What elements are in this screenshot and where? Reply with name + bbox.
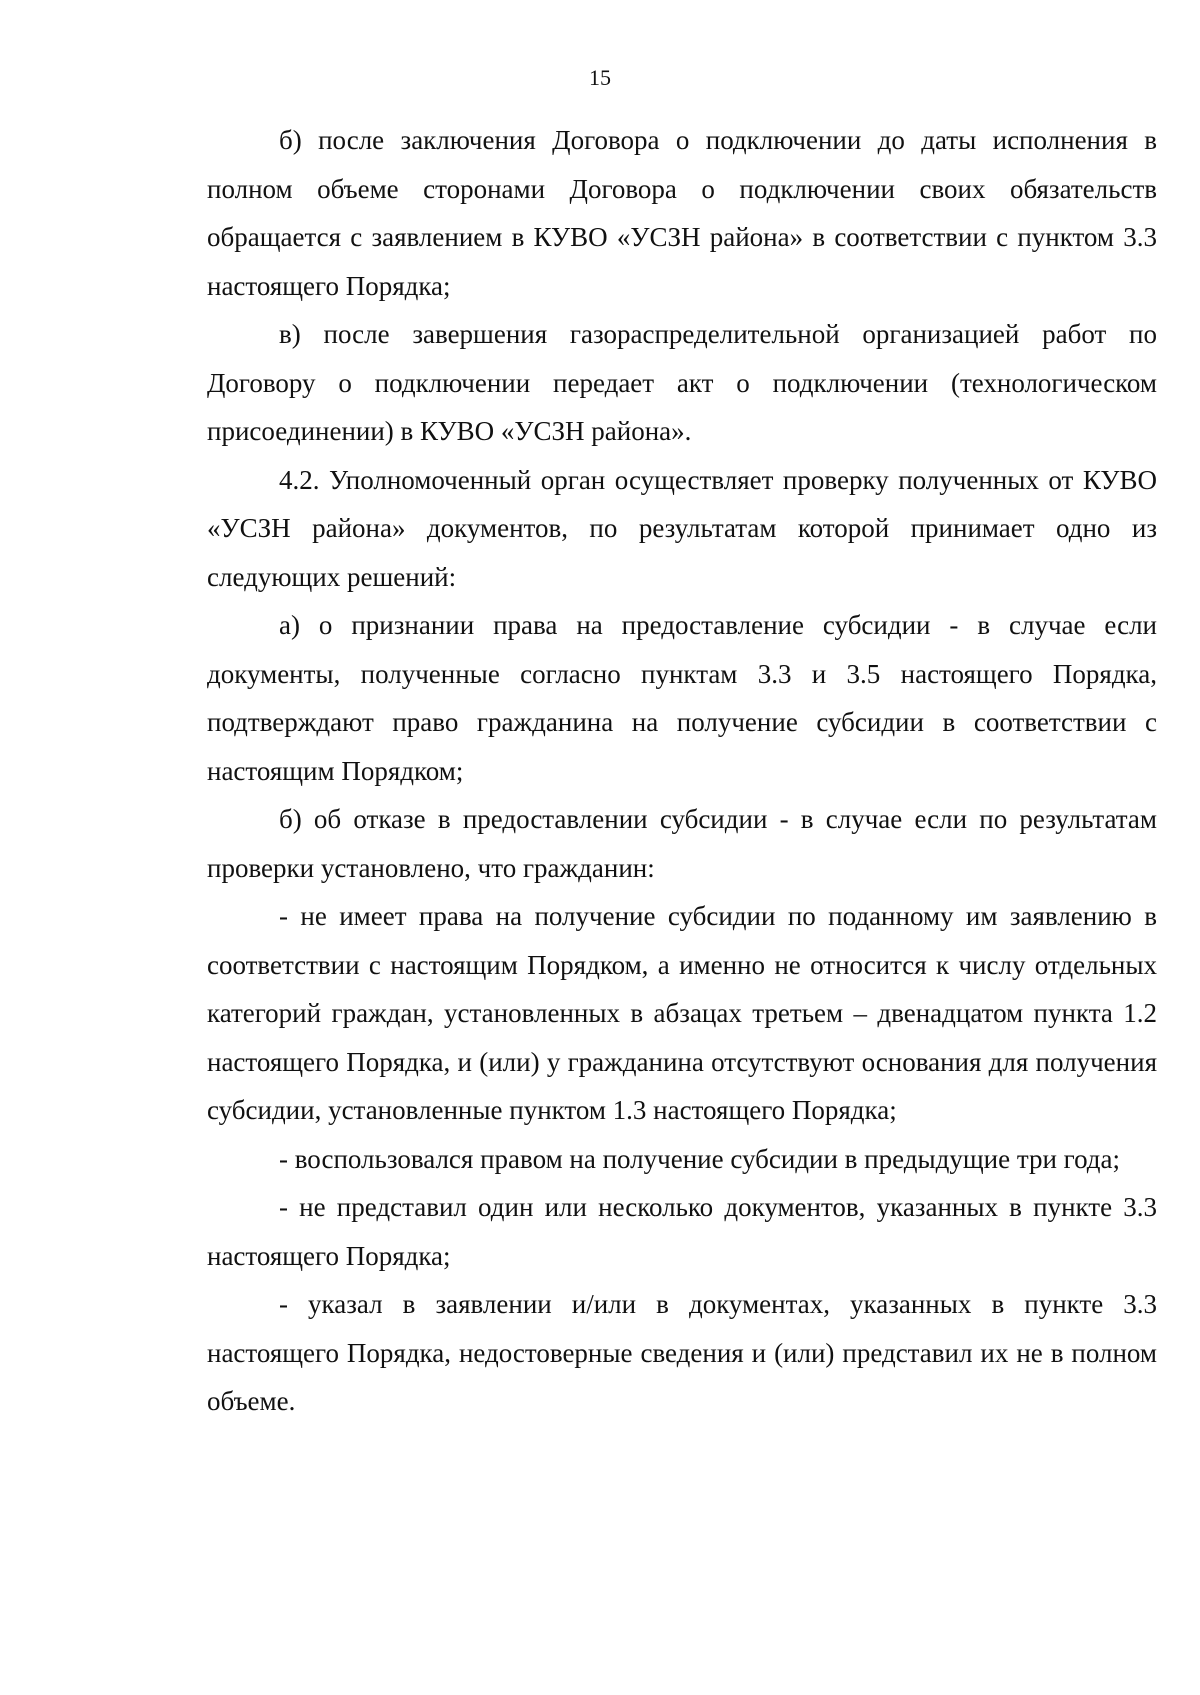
document-body: [207, 116, 1157, 1426]
paragraph-a-recognition: а) о признании права на предоставление субсидии - в случае если документы, полученные согласно пунктам 3.3 и 3.5 настоящего Порядка, подтверждают право гражданина на получение субсидии в соответствии с настоящим Порядком;: [207, 610, 1157, 786]
list-item-no-right: - не имеет права на получение субсидии по поданному им заявлению в соответствии с настоящим Порядком, а именно не относится к числу отдельных категорий граждан, установленных в абзацах третьем – двенадцатом пункта 1.2 настоящего Порядка, и (или) у гражданина отсутствуют основания для получения субсидии, установленные пунктом 1.3 настоящего Порядка;: [207, 901, 1157, 1125]
paragraph-b-refusal: б) об отказе в предоставлении субсидии - в случае если по результатам проверки установлено, что гражданин:: [207, 804, 1157, 883]
page-number: 15: [589, 65, 611, 90]
list-item-missing-documents: - не представил один или несколько документов, указанных в пункте 3.3 настоящего Порядка;: [207, 1192, 1157, 1271]
paragraph-b-after-contract: б) после заключения Договора о подключении до даты исполнения в полном объеме сторонами Договора о подключении своих обязательств обращается с заявлением в КУВО «УСЗН района» в соответствии с пунктом 3.3 настоящего Порядка;: [207, 125, 1157, 301]
list-item-false-information: - указал в заявлении и/или в документах, указанных в пункте 3.3 настоящего Порядка, недостоверные сведения и (или) представил их не в полном объеме.: [207, 1289, 1157, 1416]
list-item-used-right: - воспользовался правом на получение субсидии в предыдущие три года;: [279, 1143, 1121, 1174]
paragraph-v-after-works: в) после завершения газораспределительной организацией работ по Договору о подключении передает акт о подключении (технологическом присоединении) в КУВО «УСЗН района».: [207, 319, 1157, 446]
paragraph-4-2: 4.2. Уполномоченный орган осуществляет проверку полученных от КУВО «УСЗН района» документов, по результатам которой принимает одно из следующих решений:: [207, 464, 1157, 592]
